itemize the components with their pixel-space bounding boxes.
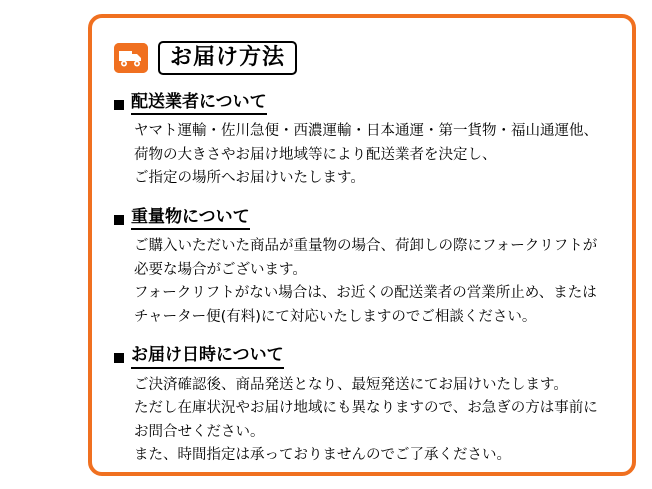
page-title: お届け方法 <box>170 44 286 70</box>
body-line: フォークリフトがない場合は、お近くの配送業者の営業所止め、または <box>134 285 597 302</box>
section-title: 重量物について <box>131 207 250 230</box>
body-line: また、時間指定は承っておりませんのでご了承ください。 <box>134 447 511 464</box>
square-bullet-icon <box>114 353 124 363</box>
body-line: ご購入いただいた商品が重量物の場合、荷卸しの際にフォークリフトが <box>134 238 598 255</box>
section-title: 配送業者について <box>131 92 267 115</box>
body-line: ご決済確認後、商品発送となり、最短発送にてお届けいたします。 <box>134 376 568 393</box>
body-line: 荷物の大きさやお届け地域等により配送業者を決定し、 <box>134 146 497 163</box>
body-line: 必要な場合がございます。 <box>134 261 307 278</box>
section-shipping-carrier <box>114 92 618 191</box>
section-body <box>134 120 618 190</box>
delivery-truck-icon <box>114 43 148 73</box>
section-heading <box>114 207 618 230</box>
section-delivery-datetime <box>114 345 618 467</box>
section-title: お届け日時について <box>131 345 284 368</box>
card-content <box>110 28 618 462</box>
body-line: チャーター便(有料)にて対応いたしますのでご相談ください。 <box>134 308 537 325</box>
section-heavy-items <box>114 207 618 329</box>
card-header <box>114 36 618 80</box>
card-title-box <box>158 41 297 75</box>
square-bullet-icon <box>114 215 124 225</box>
body-line: ご指定の場所へお届けいたします。 <box>134 170 365 187</box>
delivery-method-card <box>88 14 636 476</box>
section-heading <box>114 345 618 368</box>
section-body <box>134 235 618 329</box>
body-line: お問合せください。 <box>134 423 265 440</box>
square-bullet-icon <box>114 100 124 110</box>
section-heading <box>114 92 618 115</box>
section-body <box>134 374 618 468</box>
body-line: ただし在庫状況やお届け地域にも異なりますので、お急ぎの方は事前に <box>134 400 598 417</box>
body-line: ヤマト運輸・佐川急便・西濃運輸・日本通運・第一貨物・福山通運他、 <box>134 123 598 140</box>
